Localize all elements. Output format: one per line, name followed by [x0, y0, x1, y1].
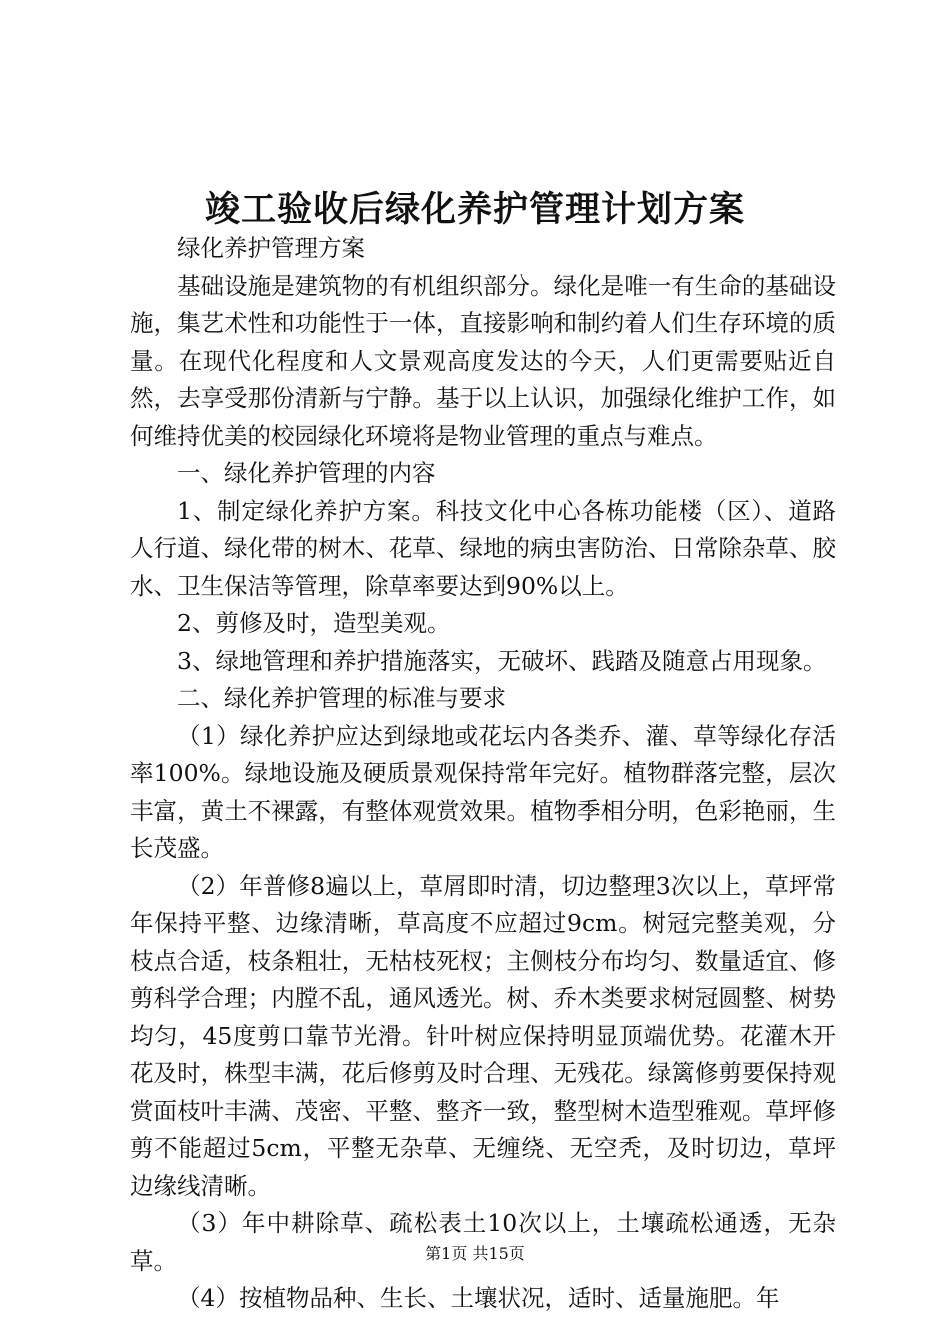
section-heading-standards: 二、绿化养护管理的标准与要求 [177, 684, 506, 712]
paragraph-item-3: 3、绿地管理和养护措施落实，无破坏、践踏及随意占用现象。 [177, 646, 827, 675]
paragraph-item-2: 2、剪修及时，造型美观。 [177, 609, 451, 637]
paragraph-standard-1: （1）绿化养护应达到绿地或花坛内各类乔、灌、草等绿化存活率100%。绿地设施及硬质景观保持常年完好。植物群落完整，层次丰富，黄土不裸露，有整体观赏效果。植物季相分明，色彩艳丽，生长茂盛。 [130, 721, 836, 862]
section-heading-content: 一、绿化养护管理的内容 [177, 459, 436, 487]
paragraph-intro: 基础设施是建筑物的有机组织部分。绿化是唯一有生命的基础设施，集艺术性和功能性于一体，直接影响和制约着人们生存环境的质量。在现代化程度和人文景观高度发达的今天，人们更需要贴近自然，去享受那份清新与宁静。基于以上认识，加强绿化维护工作，如何维持优美的校园绿化环境将是物业管理的重点与难点。 [130, 271, 836, 450]
document-title: 竣工验收后绿化养护管理计划方案 [204, 189, 745, 230]
paragraph-subtitle: 绿化养护管理方案 [177, 234, 365, 262]
paragraph-standard-3: （3）年中耕除草、疏松表土10次以上，土壤疏松通透，无杂草。 [130, 1209, 836, 1275]
paragraph-standard-2: （2）年普修8遍以上，草屑即时清，切边整理3次以上，草坪常年保持平整、边缘清晰，草高度不应超过9cm。树冠完整美观，分枝点合适，枝条粗壮，无枯枝死杈；主侧枝分布均匀、数量适宜、修剪科学合理；内膛不乱，通风透光。树、乔木类要求树冠圆整、树势均匀，45度剪口靠节光滑。针叶树应保持明显顶端优势。花灌木开花及时，株型丰满，花后修剪及时合理、无残花。绿篱修剪要保持观赏面枝叶丰满、茂密、平整、整齐一致，整型树木造型雅观。草坪修剪不能超过5cm，平整无杂草、无缠绕、无空秃，及时切边，草坪边缘线清晰。 [130, 871, 836, 1200]
paragraph-standard-4: （4）按植物品种、生长、土壤状况，适时、适量施肥。年 [177, 1284, 780, 1312]
page-number-footer: 第1页 共15页 [425, 1244, 525, 1263]
paragraph-item-1: 1、制定绿化养护方案。科技文化中心各栋功能楼（区）、道路人行道、绿化带的树木、花草、绿地的病虫害防治、日常除杂草、胶水、卫生保洁等管理，除草率要达到90%以上。 [130, 496, 836, 600]
document-body [130, 230, 836, 1318]
